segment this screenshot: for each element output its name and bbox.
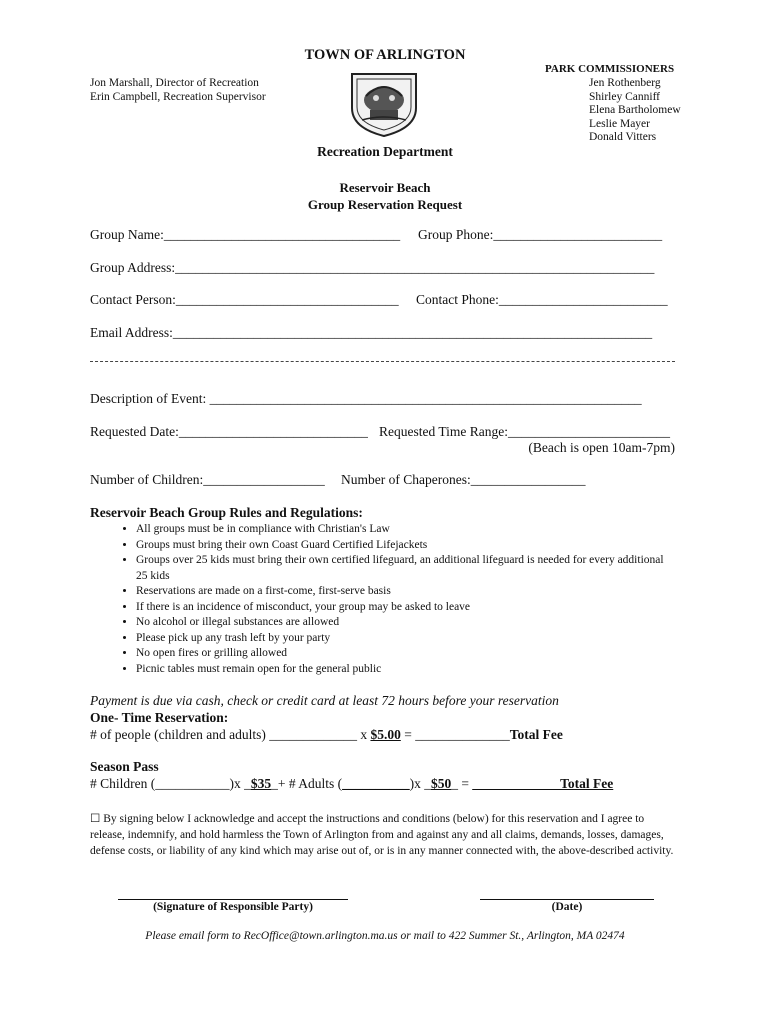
contact-person-field[interactable]: Contact Person:_________________________________ (90, 292, 399, 307)
date-line[interactable] (480, 899, 654, 900)
one-time-total-label: Total Fee (509, 727, 563, 742)
requested-date-field[interactable]: Requested Date:____________________________ (90, 424, 368, 439)
contact-phone-field[interactable]: Contact Phone:_________________________ (416, 292, 668, 307)
list-item: • Groups over 25 kids must bring their own certified lifeguard, an additional lifeguard is needed for every additional 25 kids (136, 553, 675, 584)
one-time-fee-line[interactable] (90, 727, 563, 743)
season-pass-title: Season Pass (90, 759, 159, 774)
list-item: • No alcohol or illegal substances are allowed (136, 615, 675, 631)
group-name-field[interactable]: Group Name:___________________________________ (90, 227, 401, 242)
season-adults-x: )x _ (409, 776, 431, 791)
commissioners-list (589, 77, 681, 145)
one-time-equals: = ______________ (400, 727, 510, 742)
one-time-people-label: # of people (children and adults) _____________ x (90, 727, 371, 742)
form-title-line1: Reservoir Beach (339, 180, 431, 195)
acknowledgement-body: By signing below I acknowledge and accept the instructions and conditions (below) for this reservation and I agree to release, indemnify, and hold harmless the Town of Arlington from and against any and all claims, demands, losses, damages, defense costs, or liability of any kind which may arise out of, or is in any manner connected with, the above-described activity. (90, 813, 674, 857)
footer-instructions: Please email form to RecOffice@town.arlington.ma.us or mail to 422 Summer St., Arlington, MA 02474 (145, 930, 625, 942)
requested-time-field[interactable]: Requested Time Range:________________________ (379, 424, 670, 439)
rules-title: Reservoir Beach Group Rules and Regulations: (90, 505, 363, 520)
one-time-rate: $5.00 (370, 727, 401, 742)
season-total-label: _____________Total Fee (472, 776, 614, 791)
event-description-field[interactable]: Description of Event: ________________________________________________________________ (90, 391, 642, 406)
rules-list (90, 522, 675, 677)
town-seal-icon (346, 70, 422, 138)
season-equals: _ = (451, 776, 469, 791)
list-item: • Groups must bring their own Coast Guard Certified Lifejackets (136, 538, 675, 554)
commissioner-item: Elena Bartholomew (589, 104, 681, 116)
season-pass-fee-line[interactable] (90, 776, 613, 792)
list-item: • Please pick up any trash left by your party (136, 631, 675, 647)
one-time-title: One- Time Reservation: (90, 710, 229, 725)
commissioner-item: Donald Vitters (589, 131, 657, 143)
season-adults-label: _+ # Adults ( (271, 776, 343, 791)
staff-block (90, 77, 266, 104)
town-title: TOWN OF ARLINGTON (304, 47, 466, 63)
list-item: • Reservations are made on a first-come, first-serve basis (136, 584, 675, 600)
season-adult-blank: __________ (342, 776, 410, 791)
section-divider (90, 361, 675, 362)
season-child-rate: $35 (250, 776, 272, 791)
list-item: • All groups must be in compliance with Christian's Law (136, 522, 675, 538)
date-label: (Date) (551, 901, 583, 913)
department-title: Recreation Department (317, 144, 453, 159)
season-adult-rate: $50 (431, 776, 452, 791)
group-address-field[interactable]: Group Address:_______________________________________________________________________ (90, 260, 655, 275)
payment-note: Payment is due via cash, check or credit card at least 72 hours before your reservation (90, 693, 559, 708)
commissioner-item: Shirley Canniff (589, 90, 661, 103)
email-field[interactable]: Email Address:_______________________________________________________________________ (90, 325, 653, 340)
list-item: • Picnic tables must remain open for the general public (136, 662, 675, 678)
signature-line[interactable] (118, 899, 348, 900)
season-children-label: # Children (___________)x _ (90, 776, 251, 791)
commissioner-item: Leslie Mayer (589, 117, 650, 130)
children-count-field[interactable]: Number of Children:__________________ (90, 472, 325, 487)
list-item: • No open fires or grilling allowed (136, 646, 675, 662)
staff-director: Jon Marshall, Director of Recreation (90, 77, 259, 89)
staff-supervisor: Erin Campbell, Recreation Supervisor (90, 90, 266, 103)
chaperones-count-field[interactable]: Number of Chaperones:_________________ (341, 472, 586, 487)
form-title (0, 179, 770, 213)
commissioner-item: Jen Rothenberg (589, 77, 661, 89)
beach-hours-note: (Beach is open 10am-7pm) (528, 440, 675, 455)
acknowledgement-text (90, 811, 680, 859)
group-phone-field[interactable]: Group Phone:_________________________ (418, 227, 663, 242)
list-item: • If there is an incidence of misconduct, your group may be asked to leave (136, 600, 675, 616)
commissioners-title: PARK COMMISSIONERS (545, 63, 675, 75)
form-title-line2: Group Reservation Request (307, 197, 463, 212)
signature-label: (Signature of Responsible Party) (153, 901, 313, 913)
acknowledge-checkbox[interactable]: ☐ (90, 813, 101, 825)
